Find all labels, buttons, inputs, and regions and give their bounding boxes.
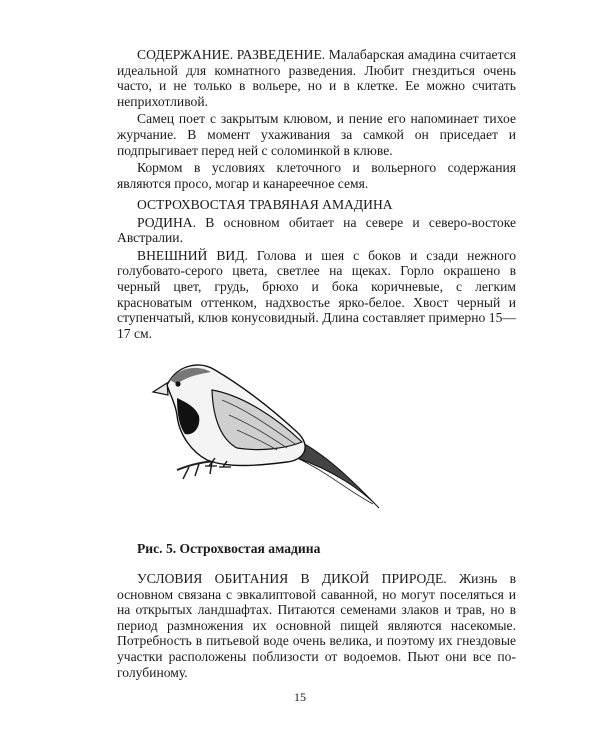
appearance-paragraph: ВНЕШНИЙ ВИД. Голова и шея с боков и сзади нежного голубовато-серого цвета, светлее на щеках. Горло окрашено в черный цвет, грудь, брюхо и бока коричневые, с легким красноватым оттенком, надхвостье ярко-белое. Хвост черный и ступенчатый, клюв конусовидный. Длина составляет примерно 15—17 см. bbox=[117, 247, 516, 341]
wild-habitat-section bbox=[117, 571, 516, 682]
wild-paragraph: УСЛОВИЯ ОБИТАНИЯ В ДИКОЙ ПРИРОДЕ. Жизнь в основном связана с эвкалиптовой саванной, но могут поселяться и на открытых ландшафтах. Питаются семенами злаков и трав, но в период размножения их основной пищей являются насекомые. Потребность в питьевой воде очень велика, и поэтому их гнездовые участки расположены поблизости от водоемов. Пьют они все по-голубиному. bbox=[117, 571, 516, 680]
feeding-paragraph: Кормом в условиях клеточного и вольерного содержания являются просо, могар и канареечное семя. bbox=[117, 160, 516, 191]
song-paragraph: Самец поет с закрытым клювом, и пение его напоминает тихое журчание. В момент ухаживания за самкой он приседает и подпрыгивает перед ней с соломинкой в клюве. bbox=[117, 111, 516, 158]
breeding-section bbox=[117, 47, 516, 193]
species-section bbox=[117, 197, 516, 343]
bird-illustration bbox=[137, 340, 397, 525]
bird-illustration-icon bbox=[137, 340, 397, 525]
page-number: 15 bbox=[294, 690, 306, 704]
breeding-paragraph: СОДЕРЖАНИЕ. РАЗВЕДЕНИЕ. Малабарская амадина считается идеальной для комнатного разведения. Любит гнездиться очень часто, и не только в вольере, но и в клетке. Ее можно считать неприхотливой. bbox=[117, 47, 516, 109]
figure-caption: Рис. 5. Острохвостая амадина bbox=[137, 541, 321, 556]
homeland-paragraph: РОДИНА. В основном обитает на севере и северо-востоке Австралии. bbox=[117, 214, 516, 246]
species-title: ОСТРОХВОСТАЯ ТРАВЯНАЯ АМАДИНА bbox=[137, 197, 393, 212]
